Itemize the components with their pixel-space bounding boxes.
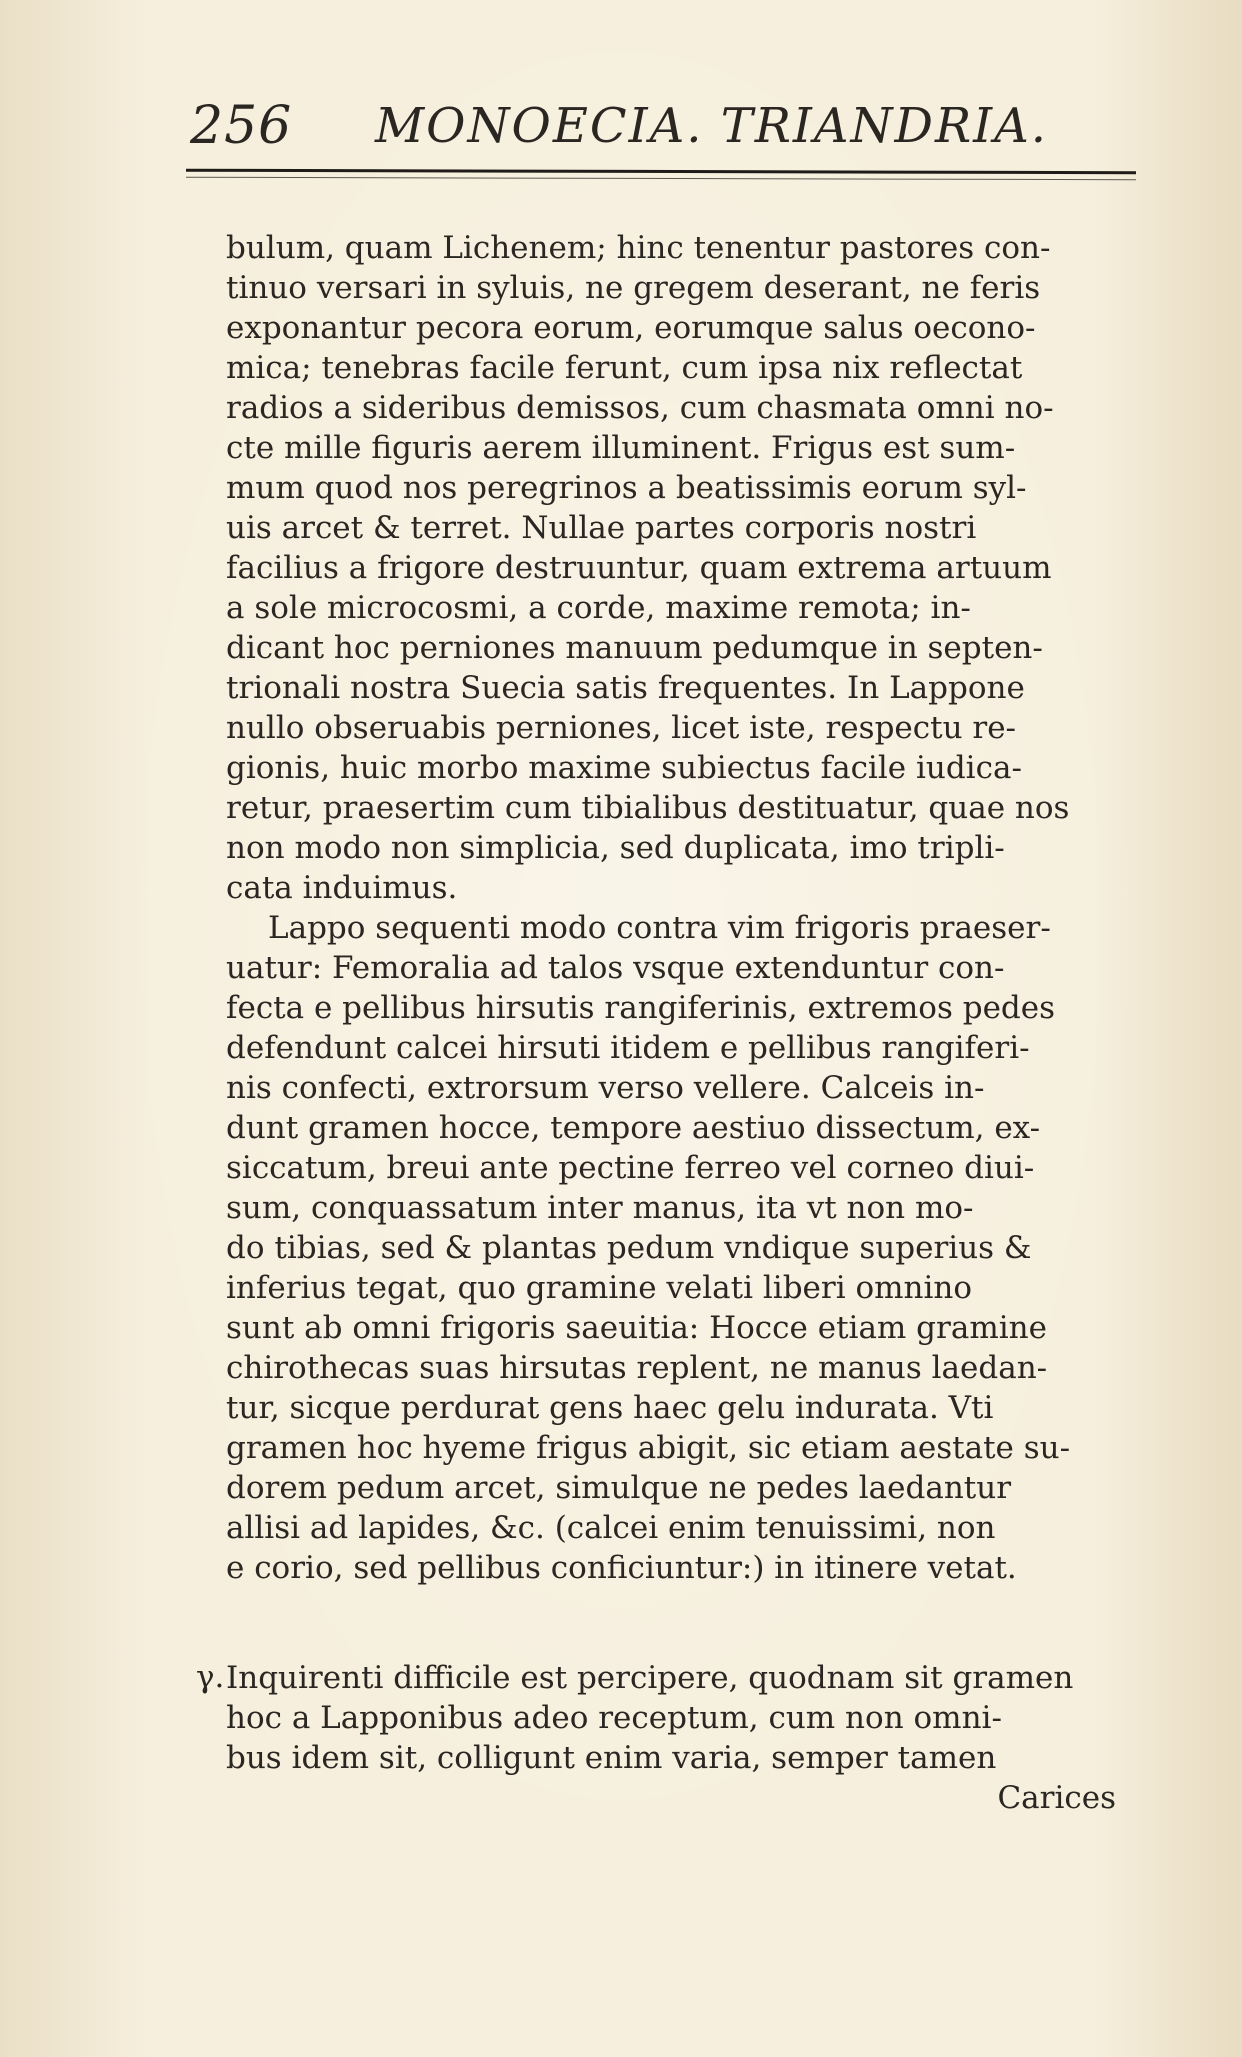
text-line: siccatum, breui ante pectine ferreo vel corneo diui- [226,1150,1035,1186]
text-line: sum, conquassatum inter manus, ita vt non mo- [226,1190,974,1226]
page-number: 256 [190,96,293,156]
text-line: dicant hoc perniones manuum pedumque in septen- [226,630,1043,666]
text-line: mica; tenebras facile ferunt, cum ipsa nix reflectat [226,350,1023,386]
text-line: inferius tegat, quo gramine velati liberi omnino [226,1270,973,1306]
running-head: MONOECIA. TRIANDRIA. [375,98,1049,154]
catchword: Carices [997,1780,1116,1816]
text-line: a sole microcosmi, a corde, maxime remota; in- [226,590,971,626]
text-line: Inquirenti difficile est percipere, quodnam sit gramen [226,1660,1074,1696]
text-line: Lappo sequenti modo contra vim frigoris praeser- [268,910,1051,946]
text-line: bus idem sit, colligunt enim varia, semper tamen [226,1740,997,1776]
text-line: nullo obseruabis perniones, licet iste, respectu re- [226,710,1017,746]
text-line: nis confecti, extrorsum verso vellere. Calceis in- [226,1070,985,1106]
text-line: dunt gramen hocce, tempore aestiuo dissectum, ex- [226,1110,1041,1146]
text-line: mum quod nos peregrinos a beatissimis eorum syl- [226,470,1027,506]
text-line: trionali nostra Suecia satis frequentes. In Lappone [226,670,1025,706]
text-line: dorem pedum arcet, simulque ne pedes laedantur [226,1470,1012,1506]
body-text [226,228,1116,1816]
text-line: gionis, huic morbo maxime subiectus facile iudica- [226,750,1022,786]
text-line: cata induimus. [226,870,458,906]
text-line: uatur: Femoralia ad talos vsque extenduntur con- [226,950,1005,986]
text-line: defendunt calcei hirsuti itidem e pellibus rangiferi- [226,1030,1030,1066]
text-line: e corio, sed pellibus conficiuntur:) in itinere vetat. [226,1550,1017,1586]
text-line: chirothecas suas hirsutas replent, ne manus laedan- [226,1350,1048,1386]
text-line: retur, praesertim cum tibialibus destituatur, quae nos [226,790,1070,826]
text-line: facilius a frigore destruuntur, quam extrema artuum [226,550,1052,586]
text-line: sunt ab omni frigoris saeuitia: Hocce etiam gramine [226,1310,1047,1346]
text-line: exponantur pecora eorum, eorumque salus oecono- [226,310,1036,346]
text-line: fecta e pellibus hirsutis rangiferinis, extremos pedes [226,990,1056,1026]
page-header [190,94,1140,164]
text-line: do tibias, sed & plantas pedum vndique superius & [226,1230,1032,1266]
text-line: uis arcet & terret. Nullae partes corporis nostri [226,510,977,546]
text-line: radios a sideribus demissos, cum chasmata omni no- [226,390,1054,426]
text-line: bulum, quam Lichenem; hinc tenentur pastores con- [226,230,1051,266]
header-rule [186,169,1136,180]
text-line: allisi ad lapides, &c. (calcei enim tenuissimi, non [226,1510,996,1546]
text-line: cte mille figuris aerem illuminent. Frigus est sum- [226,430,1016,466]
margin-mark: γ. [196,1659,225,1695]
text-line: hoc a Lapponibus adeo receptum, cum non omni- [226,1700,1002,1736]
text-line: gramen hoc hyeme frigus abigit, sic etiam aestate su- [226,1430,1071,1466]
text-line: non modo non simplicia, sed duplicata, imo tripli- [226,830,1005,866]
text-line: tinuo versari in syluis, ne gregem deserant, ne feris [226,270,1041,306]
text-line: tur, sicque perdurat gens haec gelu indurata. Vti [226,1390,994,1426]
